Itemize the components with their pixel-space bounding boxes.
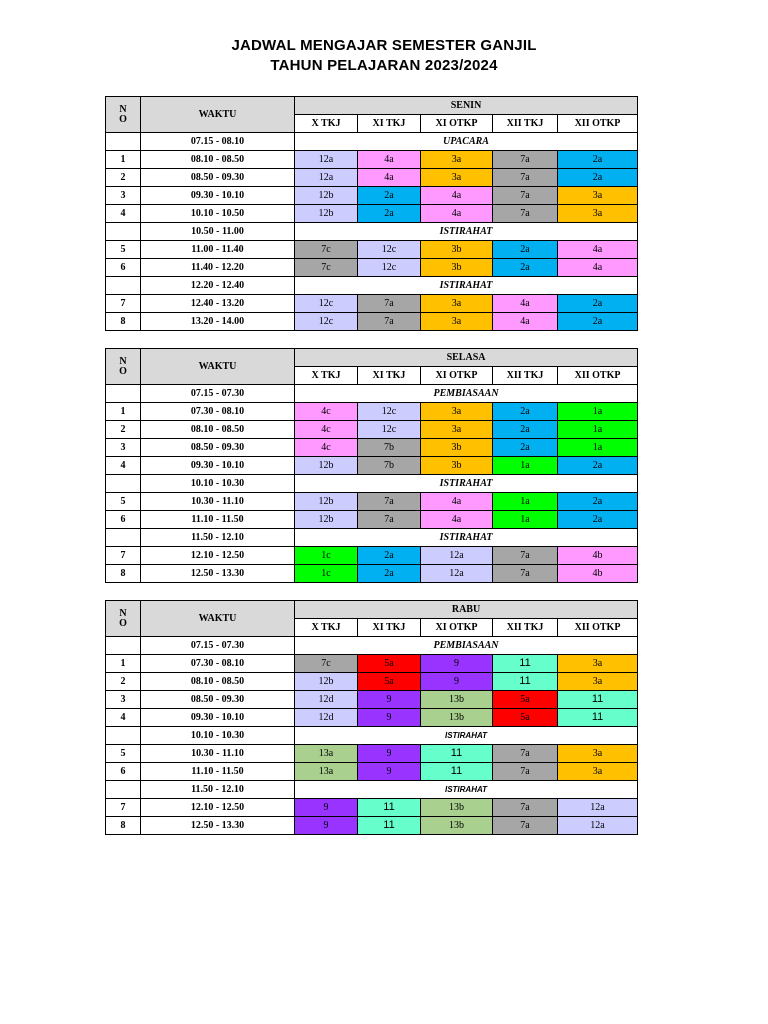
schedule-cell: 12c <box>295 295 358 313</box>
row-number: 4 <box>106 205 141 223</box>
time-slot: 10.30 - 11.10 <box>141 745 295 763</box>
row-number: 4 <box>106 457 141 475</box>
header-no: N O <box>106 349 141 385</box>
break-label: PEMBIASAAN <box>295 385 638 403</box>
schedule-cell: 3a <box>558 673 638 691</box>
day-header: SELASA <box>295 349 638 367</box>
header-no: N O <box>106 97 141 133</box>
row-number: 7 <box>106 799 141 817</box>
schedule-cell: 12c <box>358 259 421 277</box>
schedule-cell: 2a <box>558 295 638 313</box>
schedule-cell: 9 <box>358 745 421 763</box>
schedule-cell: 2a <box>358 565 421 583</box>
break-row <box>106 727 638 745</box>
schedule-cell: 12b <box>295 673 358 691</box>
schedule-cell: 2a <box>493 439 558 457</box>
time-slot: 10.30 - 11.10 <box>141 493 295 511</box>
schedule-cell: 3b <box>421 259 493 277</box>
class-header: XII TKJ <box>493 367 558 385</box>
schedule-cell: 13b <box>421 691 493 709</box>
table-row <box>106 259 638 277</box>
schedule-cell: 12c <box>358 403 421 421</box>
row-number: 8 <box>106 313 141 331</box>
break-row <box>106 529 638 547</box>
table-row <box>106 745 638 763</box>
schedule-cell: 7c <box>295 241 358 259</box>
schedule-cell: 7a <box>493 745 558 763</box>
time-slot: 07.15 - 07.30 <box>141 637 295 655</box>
break-row <box>106 385 638 403</box>
schedule-cell: 5a <box>358 673 421 691</box>
class-header: XII OTKP <box>558 619 638 637</box>
row-number: 5 <box>106 241 141 259</box>
break-row <box>106 223 638 241</box>
row-number: 1 <box>106 151 141 169</box>
schedule-cell: 4a <box>421 493 493 511</box>
time-slot: 10.50 - 11.00 <box>141 223 295 241</box>
time-slot: 11.50 - 12.10 <box>141 781 295 799</box>
class-header: XI TKJ <box>358 367 421 385</box>
schedule-cell: 12b <box>295 511 358 529</box>
row-number: 1 <box>106 655 141 673</box>
day-header: SENIN <box>295 97 638 115</box>
schedule-cell: 2a <box>558 511 638 529</box>
row-number: 5 <box>106 745 141 763</box>
schedule-cell: 1a <box>558 403 638 421</box>
schedule-cell: 4c <box>295 421 358 439</box>
table-row <box>106 493 638 511</box>
schedule-cell: 11 <box>421 763 493 781</box>
class-header: X TKJ <box>295 115 358 133</box>
schedule-cell: 11 <box>558 709 638 727</box>
row-number: 8 <box>106 817 141 835</box>
class-header: XI OTKP <box>421 115 493 133</box>
schedule-cell: 13b <box>421 709 493 727</box>
schedule-cell: 7a <box>493 547 558 565</box>
schedule-cell: 3a <box>558 187 638 205</box>
table-row <box>106 403 638 421</box>
schedule-cell: 12b <box>295 205 358 223</box>
table-row <box>106 673 638 691</box>
schedule-cell: 3b <box>421 457 493 475</box>
time-slot: 11.10 - 11.50 <box>141 511 295 529</box>
table-row <box>106 565 638 583</box>
class-header: XI OTKP <box>421 619 493 637</box>
schedule-cell: 1a <box>558 421 638 439</box>
table-row <box>106 169 638 187</box>
time-slot: 11.00 - 11.40 <box>141 241 295 259</box>
table-row <box>106 313 638 331</box>
table-row <box>106 457 638 475</box>
schedule-cell: 11 <box>493 655 558 673</box>
header-waktu: WAKTU <box>141 601 295 637</box>
schedule-cell: 2a <box>358 547 421 565</box>
row-number <box>106 385 141 403</box>
time-slot: 08.10 - 08.50 <box>141 421 295 439</box>
schedule-table-selasa <box>105 348 638 583</box>
schedule-cell: 9 <box>358 709 421 727</box>
row-number <box>106 781 141 799</box>
time-slot: 07.15 - 08.10 <box>141 133 295 151</box>
schedule-cell: 12c <box>358 421 421 439</box>
time-slot: 11.50 - 12.10 <box>141 529 295 547</box>
row-number <box>106 529 141 547</box>
time-slot: 08.50 - 09.30 <box>141 439 295 457</box>
time-slot: 08.10 - 08.50 <box>141 673 295 691</box>
schedule-cell: 9 <box>358 691 421 709</box>
schedule-cell: 9 <box>421 673 493 691</box>
row-number: 2 <box>106 169 141 187</box>
row-number <box>106 133 141 151</box>
time-slot: 12.40 - 13.20 <box>141 295 295 313</box>
schedule-cell: 7a <box>358 313 421 331</box>
row-number: 8 <box>106 565 141 583</box>
class-header: XII OTKP <box>558 367 638 385</box>
schedule-cell: 7c <box>295 259 358 277</box>
schedule-cell: 9 <box>295 817 358 835</box>
time-slot: 12.20 - 12.40 <box>141 277 295 295</box>
schedule-cell: 4a <box>558 241 638 259</box>
schedule-cell: 1a <box>493 457 558 475</box>
row-number: 5 <box>106 493 141 511</box>
table-row <box>106 151 638 169</box>
break-label: ISTIRAHAT <box>295 781 638 799</box>
schedule-cell: 1a <box>493 493 558 511</box>
row-number: 3 <box>106 691 141 709</box>
schedule-cell: 11 <box>421 745 493 763</box>
time-slot: 09.30 - 10.10 <box>141 187 295 205</box>
class-header: XII TKJ <box>493 619 558 637</box>
break-row <box>106 277 638 295</box>
class-header: X TKJ <box>295 619 358 637</box>
break-label: ISTIRAHAT <box>295 727 638 745</box>
schedule-cell: 7a <box>493 205 558 223</box>
time-slot: 10.10 - 10.50 <box>141 205 295 223</box>
row-number: 1 <box>106 403 141 421</box>
row-number: 6 <box>106 259 141 277</box>
schedule-cell: 5a <box>493 691 558 709</box>
row-number: 3 <box>106 439 141 457</box>
schedule-cell: 2a <box>493 421 558 439</box>
schedule-cell: 12b <box>295 187 358 205</box>
table-row <box>106 241 638 259</box>
class-header: X TKJ <box>295 367 358 385</box>
time-slot: 07.30 - 08.10 <box>141 655 295 673</box>
schedule-cell: 2a <box>493 259 558 277</box>
schedule-cell: 12a <box>558 817 638 835</box>
schedule-cell: 3a <box>558 205 638 223</box>
schedule-table-senin <box>105 96 638 331</box>
table-row <box>106 547 638 565</box>
class-header: XI TKJ <box>358 115 421 133</box>
schedule-cell: 12a <box>421 547 493 565</box>
schedule-cell: 4a <box>358 169 421 187</box>
time-slot: 08.50 - 09.30 <box>141 169 295 187</box>
schedule-cell: 2a <box>558 151 638 169</box>
schedule-cell: 4a <box>558 259 638 277</box>
time-slot: 12.10 - 12.50 <box>141 799 295 817</box>
break-row <box>106 781 638 799</box>
time-slot: 12.50 - 13.30 <box>141 565 295 583</box>
schedule-cell: 1a <box>558 439 638 457</box>
schedule-cell: 11 <box>358 817 421 835</box>
schedule-cell: 2a <box>558 493 638 511</box>
schedule-cell: 13b <box>421 817 493 835</box>
schedule-cell: 3a <box>558 655 638 673</box>
time-slot: 11.10 - 11.50 <box>141 763 295 781</box>
schedule-cell: 12a <box>295 169 358 187</box>
schedule-cell: 5a <box>358 655 421 673</box>
schedule-cell: 4a <box>358 151 421 169</box>
schedule-cell: 7a <box>358 295 421 313</box>
table-row <box>106 439 638 457</box>
schedule-cell: 7a <box>358 511 421 529</box>
schedule-cell: 2a <box>358 187 421 205</box>
schedule-cell: 9 <box>421 655 493 673</box>
schedule-cell: 4a <box>421 187 493 205</box>
schedule-cell: 7b <box>358 439 421 457</box>
row-number: 2 <box>106 673 141 691</box>
row-number: 6 <box>106 511 141 529</box>
schedule-cell: 12a <box>558 799 638 817</box>
schedule-cell: 13a <box>295 763 358 781</box>
row-number: 6 <box>106 763 141 781</box>
schedule-cell: 4c <box>295 403 358 421</box>
schedule-cell: 1a <box>493 511 558 529</box>
schedule-cell: 12a <box>295 151 358 169</box>
break-label: ISTIRAHAT <box>295 475 638 493</box>
break-row <box>106 637 638 655</box>
schedule-cell: 4c <box>295 439 358 457</box>
row-number: 3 <box>106 187 141 205</box>
table-row <box>106 421 638 439</box>
schedule-cell: 12b <box>295 457 358 475</box>
row-number <box>106 277 141 295</box>
time-slot: 08.50 - 09.30 <box>141 691 295 709</box>
schedule-cell: 11 <box>358 799 421 817</box>
header-waktu: WAKTU <box>141 97 295 133</box>
schedule-cell: 3a <box>421 295 493 313</box>
schedule-cell: 3a <box>421 169 493 187</box>
schedule-cell: 7a <box>493 565 558 583</box>
schedule-cell: 2a <box>493 403 558 421</box>
break-label: ISTIRAHAT <box>295 277 638 295</box>
table-row <box>106 205 638 223</box>
day-header: RABU <box>295 601 638 619</box>
break-row <box>106 133 638 151</box>
schedule-cell: 4a <box>421 511 493 529</box>
table-row <box>106 763 638 781</box>
class-header: XII TKJ <box>493 115 558 133</box>
schedule-cell: 1c <box>295 565 358 583</box>
schedule-cell: 12d <box>295 691 358 709</box>
header-no: N O <box>106 601 141 637</box>
time-slot: 13.20 - 14.00 <box>141 313 295 331</box>
schedule-cell: 11 <box>493 673 558 691</box>
schedule-cell: 2a <box>558 313 638 331</box>
schedule-cell: 7a <box>493 187 558 205</box>
time-slot: 08.10 - 08.50 <box>141 151 295 169</box>
class-header: XI TKJ <box>358 619 421 637</box>
break-label: ISTIRAHAT <box>295 223 638 241</box>
time-slot: 07.30 - 08.10 <box>141 403 295 421</box>
time-slot: 09.30 - 10.10 <box>141 457 295 475</box>
schedule-cell: 3a <box>421 151 493 169</box>
schedule-cell: 3a <box>558 763 638 781</box>
schedule-cell: 12b <box>295 493 358 511</box>
title-line-2: TAHUN PELAJARAN 2023/2024 <box>270 57 498 74</box>
schedule-cell: 12d <box>295 709 358 727</box>
schedule-cell: 12c <box>358 241 421 259</box>
schedule-cell: 7a <box>493 151 558 169</box>
row-number <box>106 223 141 241</box>
table-row <box>106 655 638 673</box>
schedule-cell: 7a <box>493 799 558 817</box>
time-slot: 12.50 - 13.30 <box>141 817 295 835</box>
row-number <box>106 475 141 493</box>
break-label: ISTIRAHAT <box>295 529 638 547</box>
header-waktu: WAKTU <box>141 349 295 385</box>
schedule-cell: 7b <box>358 457 421 475</box>
time-slot: 12.10 - 12.50 <box>141 547 295 565</box>
schedule-cell: 3a <box>421 403 493 421</box>
row-number <box>106 637 141 655</box>
table-row <box>106 709 638 727</box>
schedule-cell: 5a <box>493 709 558 727</box>
schedule-cell: 3b <box>421 439 493 457</box>
schedule-cell: 3a <box>421 421 493 439</box>
schedule-cell: 4a <box>493 313 558 331</box>
schedule-cell: 7c <box>295 655 358 673</box>
time-slot: 07.15 - 07.30 <box>141 385 295 403</box>
table-row <box>106 187 638 205</box>
time-slot: 09.30 - 10.10 <box>141 709 295 727</box>
schedule-cell: 2a <box>358 205 421 223</box>
table-row <box>106 511 638 529</box>
break-label: UPACARA <box>295 133 638 151</box>
schedule-cell: 4b <box>558 547 638 565</box>
schedule-cell: 3a <box>558 745 638 763</box>
class-header: XII OTKP <box>558 115 638 133</box>
time-slot: 10.10 - 10.30 <box>141 727 295 745</box>
schedule-cell: 4b <box>558 565 638 583</box>
row-number: 7 <box>106 295 141 313</box>
time-slot: 10.10 - 10.30 <box>141 475 295 493</box>
schedule-cell: 7a <box>358 493 421 511</box>
schedule-cell: 13a <box>295 745 358 763</box>
break-label: PEMBIASAAN <box>295 637 638 655</box>
row-number: 4 <box>106 709 141 727</box>
break-row <box>106 475 638 493</box>
schedule-cell: 7a <box>493 169 558 187</box>
schedule-cell: 1c <box>295 547 358 565</box>
schedule-cell: 13b <box>421 799 493 817</box>
schedule-cell: 4a <box>493 295 558 313</box>
row-number <box>106 727 141 745</box>
table-row <box>106 799 638 817</box>
schedule-cell: 2a <box>493 241 558 259</box>
row-number: 2 <box>106 421 141 439</box>
table-row <box>106 691 638 709</box>
schedule-cell: 2a <box>558 457 638 475</box>
schedule-cell: 7a <box>493 763 558 781</box>
row-number: 7 <box>106 547 141 565</box>
schedule-cell: 3b <box>421 241 493 259</box>
time-slot: 11.40 - 12.20 <box>141 259 295 277</box>
schedule-cell: 4a <box>421 205 493 223</box>
schedule-cell: 12a <box>421 565 493 583</box>
class-header: XI OTKP <box>421 367 493 385</box>
schedule-cell: 3a <box>421 313 493 331</box>
schedule-cell: 12c <box>295 313 358 331</box>
schedule-cell: 9 <box>295 799 358 817</box>
table-row <box>106 817 638 835</box>
title-line-1: JADWAL MENGAJAR SEMESTER GANJIL <box>231 37 537 54</box>
schedule-table-rabu <box>105 600 638 835</box>
schedule-cell: 11 <box>558 691 638 709</box>
schedule-cell: 9 <box>358 763 421 781</box>
schedule-cell: 2a <box>558 169 638 187</box>
schedule-cell: 7a <box>493 817 558 835</box>
table-row <box>106 295 638 313</box>
